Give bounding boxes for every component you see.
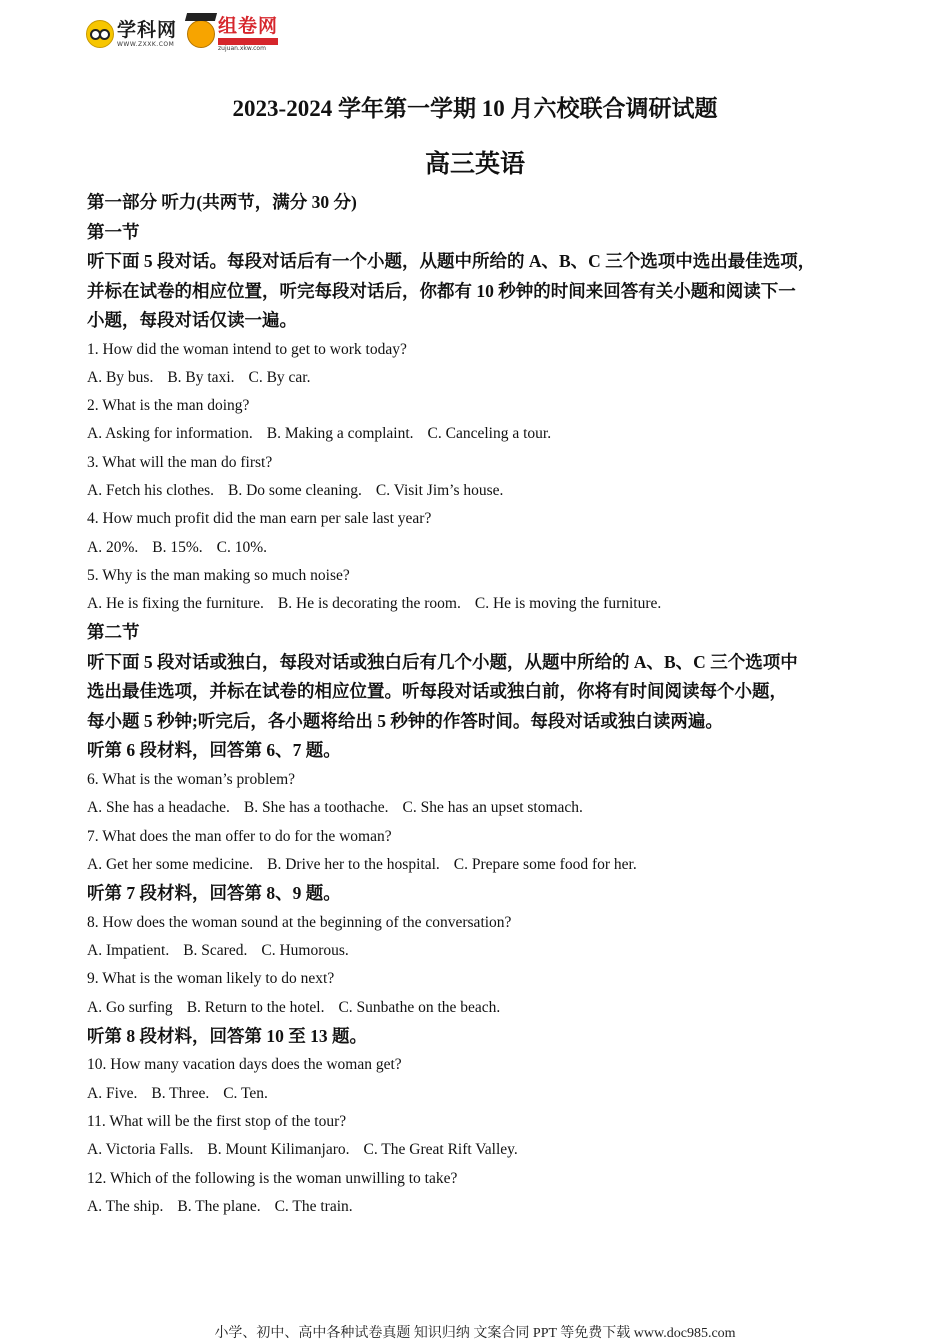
option-b: B. Drive her to the hospital. [267,855,440,873]
section2-heading: 第二节 [87,622,140,643]
question-7: 7. What does the man offer to do for the woman? [87,827,392,845]
option-c: C. Canceling a tour. [427,425,552,443]
question-4: 4. How much profit did the man earn per sale last year? [87,510,432,528]
option-a: A. Get her some medicine. [87,855,254,873]
question-12: 12. Which of the following is the woman unwilling to take? [87,1169,458,1187]
option-c: C. Visit Jim’s house. [375,481,504,499]
question-3: 3. What will the man do first? [87,453,273,471]
group-heading: 听第 6 段材料，回答第 6、7 题。 [87,740,341,761]
section1-instructions-line: 并标在试卷的相应位置，听完每段对话后，你都有 10 秒钟的时间来回答有关小题和阅读下一 [87,280,796,301]
xuekewang-logo [86,20,177,48]
section1-instructions-line: 小题，每段对话仅读一遍。 [87,310,297,330]
option-a: A. Five. [87,1084,138,1102]
question-2: 2. What is the man doing? [87,397,250,415]
options-9 [87,994,877,1022]
options-6 [87,794,877,822]
logo-b-url: zujuan.xkw.com [218,44,266,52]
option-a: A. The ship. [87,1197,164,1215]
options-4 [87,534,877,562]
option-c: C. He is moving the furniture. [474,595,662,613]
option-b: B. Do some cleaning. [228,481,362,499]
option-b: B. The plane. [177,1197,261,1215]
part1-heading: 第一部分 听力(共两节，满分 30 分) [87,192,357,212]
question-9: 9. What is the woman likely to do next? [87,970,335,988]
option-b: B. He is decorating the room. [277,595,461,613]
option-b: B. 15%. [152,538,203,556]
option-a: A. Victoria Falls. [87,1141,194,1159]
option-b: B. She has a toothache. [243,799,389,817]
question-5: 5. Why is the man making so much noise? [87,566,350,584]
section1-heading: 第一节 [87,221,140,242]
mascot-graduate-icon [187,20,215,48]
option-a: A. Go surfing [87,998,173,1016]
logo-bar [86,14,278,54]
options-1 [87,364,877,392]
option-c: C. Prepare some food for her. [453,855,637,873]
option-b: B. Making a complaint. [266,425,414,443]
section2-instructions-line: 每小题 5 秒钟;听完后，各小题将给出 5 秒钟的作答时间。每段对话或独白读两遍。 [87,710,723,731]
question-1: 1. How did the woman intend to get to work today? [87,340,407,358]
logo-b-tag [218,38,278,45]
option-a: A. She has a headache. [87,799,230,817]
options-2 [87,420,877,448]
page-footer: 小学、初中、高中各种试卷真题 知识归纳 文案合同 PPT 等免费下载 www.doc985.com [214,1326,736,1341]
exam-content [87,188,877,1221]
option-c: C. She has an upset stomach. [402,799,583,817]
option-c: C. Sunbathe on the beach. [338,998,501,1016]
option-c: C. The Great Rift Valley. [363,1141,518,1159]
option-a: A. By bus. [87,368,154,386]
option-c: C. The train. [274,1197,353,1215]
logo-a-name: 学科网 [117,18,178,41]
option-a: A. Fetch his clothes. [87,481,214,499]
option-c: C. Ten. [223,1084,268,1102]
options-3 [87,477,877,505]
option-a: A. 20%. [87,538,139,556]
option-c: C. 10%. [216,538,267,556]
option-a: A. Asking for information. [87,425,253,443]
options-11 [87,1136,877,1164]
option-a: A. He is fixing the furniture. [87,595,264,613]
section1-instructions-line: 听下面 5 段对话。每段对话后有一个小题，从题中所给的 A、B、C 三个选项中选出最佳选项， [87,251,816,271]
exam-title: 2023-2024 学年第一学期 10 月六校联合调研试题 [232,96,718,121]
zujuanwang-logo [187,14,279,52]
option-a: A. Impatient. [87,941,170,959]
option-b: B. By taxi. [167,368,235,386]
options-5 [87,590,877,618]
options-7 [87,851,877,879]
question-11: 11. What will be the first stop of the tour? [87,1112,347,1130]
group-heading: 听第 8 段材料，回答第 10 至 13 题。 [87,1025,367,1046]
group-heading: 听第 7 段材料，回答第 8、9 题。 [87,883,341,904]
option-c: C. Humorous. [261,941,349,959]
option-c: C. By car. [248,368,311,386]
option-b: B. Return to the hotel. [186,998,325,1016]
options-10 [87,1080,877,1108]
exam-subtitle: 高三英语 [424,151,525,178]
logo-b-name: 组卷网 [218,14,279,37]
options-8 [87,937,877,965]
question-8: 8. How does the woman sound at the beginning of the conversation? [87,913,512,931]
question-10: 10. How many vacation days does the woman get? [87,1056,402,1074]
option-b: B. Scared. [183,941,248,959]
logo-a-url: WWW.ZXXK.COM [117,40,175,48]
question-6: 6. What is the woman’s problem? [87,770,296,788]
options-12 [87,1193,877,1221]
option-b: B. Mount Kilimanjaro. [207,1141,350,1159]
section2-instructions-line: 选出最佳选项，并标在试卷的相应位置。听每段对话或独白前，你将有时间阅读每个小题， [87,681,787,702]
mascot-face-icon [86,20,114,48]
section2-instructions-line: 听下面 5 段对话或独白，每段对话或独白后有几个小题，从题中所给的 A、B、C 三个选项中 [87,651,798,672]
option-b: B. Three. [151,1084,210,1102]
